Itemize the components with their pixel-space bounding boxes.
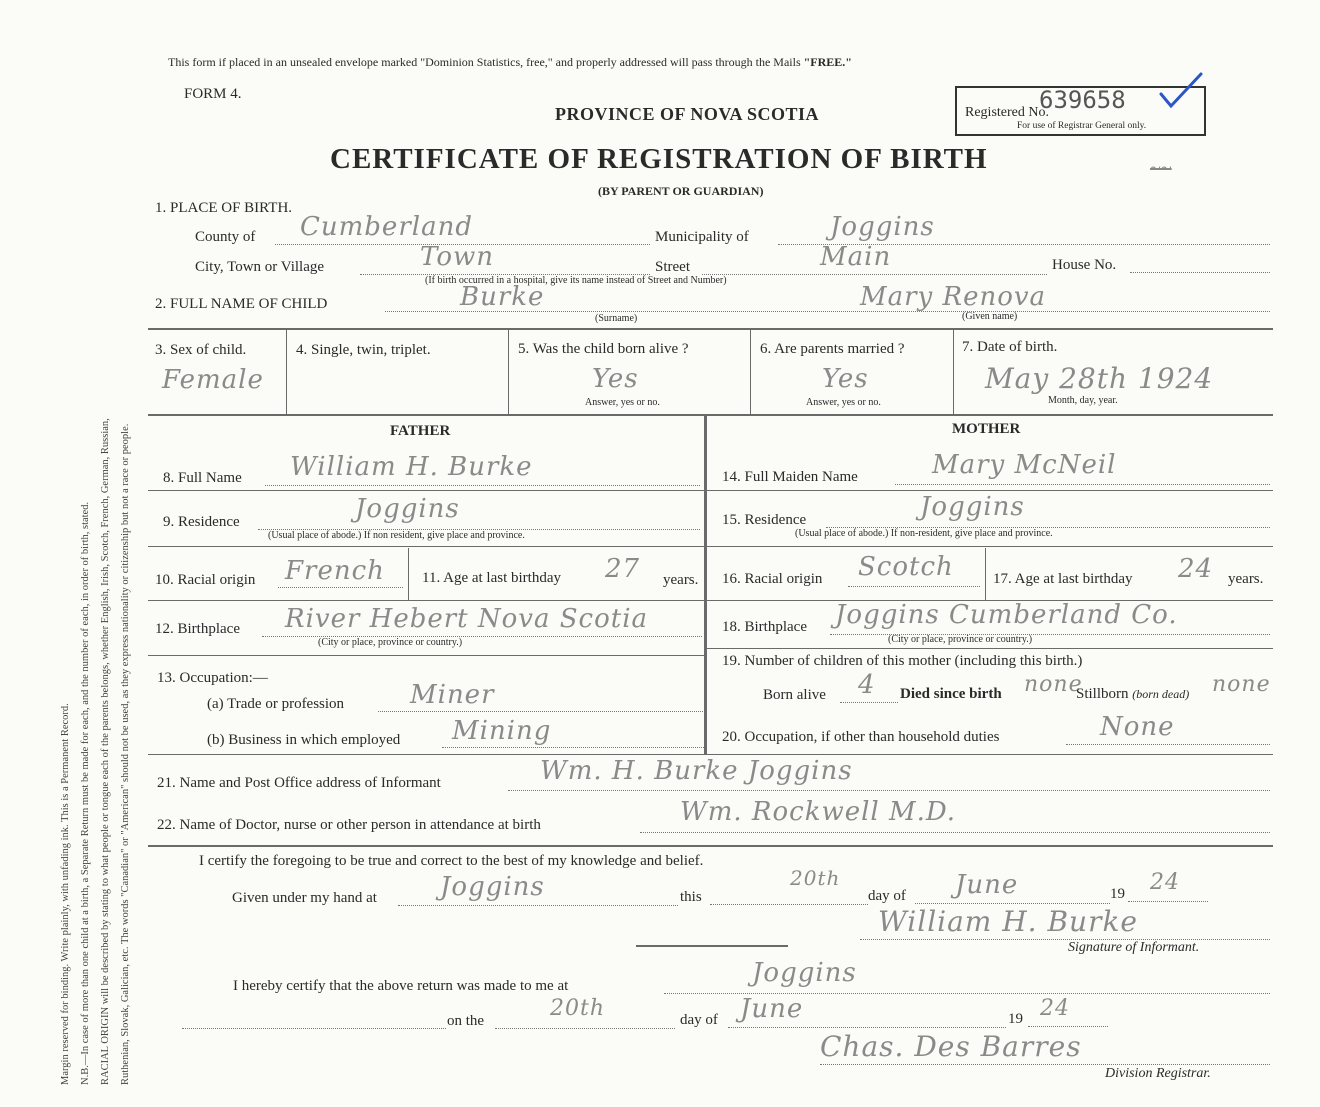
child-surname-value: Burke <box>460 282 545 312</box>
mother-heading: MOTHER <box>952 421 1021 437</box>
mother-name-label: 14. Full Maiden Name <box>722 469 858 485</box>
mother-birthplace-label: 18. Birthplace <box>722 619 807 635</box>
rule <box>707 546 1273 547</box>
informant-value: Wm. H. Burke Joggins <box>540 756 853 786</box>
registrar-month-value: June <box>740 994 804 1024</box>
date-of-birth-label: 7. Date of birth. <box>962 339 1058 355</box>
rule <box>707 490 1273 491</box>
street-value: Main <box>820 242 892 272</box>
margin-note-racial-origin: RACIAL ORIGIN will be described by stating to what people or tongue each of the parents belongs, whether English, Irish, Scotch, French, German, Russian, <box>100 418 111 1085</box>
separator <box>636 945 788 947</box>
died-since-birth-value: none <box>1024 672 1083 697</box>
mother-age-label: 17. Age at last birthday <box>993 571 1133 587</box>
father-trade-value: Miner <box>410 680 495 710</box>
certificate-subtitle: (BY PARENT OR GUARDIAN) <box>598 184 764 198</box>
mother-occupation-value: None <box>1100 712 1175 742</box>
registrar-signature: Chas. Des Barres <box>820 1030 1082 1063</box>
mother-birthplace-value: Joggins Cumberland Co. <box>835 600 1178 630</box>
father-heading: FATHER <box>390 423 451 439</box>
registrar-day-of-label: day of <box>680 1012 718 1028</box>
rule <box>148 546 704 547</box>
father-business-value: Mining <box>452 716 552 746</box>
rule-top <box>148 328 1273 330</box>
mother-residence-value: Joggins <box>920 492 1025 522</box>
hospital-note: (If birth occurred in a hospital, give its name instead of Street and Number) <box>425 275 727 286</box>
rule-row3-bottom <box>148 414 1273 416</box>
given-name-caption: (Given name) <box>962 311 1018 322</box>
blue-checkmark-icon <box>1157 72 1207 127</box>
mother-racial-value: Scotch <box>858 552 954 582</box>
rule-parents-bottom <box>148 754 1273 755</box>
stillborn-label: Stillborn (born dead) <box>1076 686 1190 702</box>
father-residence-label: 9. Residence <box>163 514 240 530</box>
parents-married-label: 6. Are parents married ? <box>760 341 905 357</box>
registrar-year-prefix: 19 <box>1008 1011 1023 1027</box>
registrar-use-note: For use of Registrar General only. <box>1017 121 1147 131</box>
doctor-value: Wm. Rockwell M.D. <box>680 797 957 827</box>
father-residence-caption: (Usual place of abode.) If non resident, give place and province. <box>268 530 525 541</box>
divider <box>408 548 409 600</box>
doctor-label: 22. Name of Doctor, nurse or other person in attendance at birth <box>157 817 541 833</box>
father-name-value: William H. Burke <box>290 452 533 482</box>
informant-signature-label: Signature of Informant. <box>1068 940 1200 955</box>
father-racial-value: French <box>285 556 385 586</box>
given-day-value: 20th <box>790 866 841 890</box>
surname-caption: (Surname) <box>595 313 638 324</box>
given-place-value: Joggins <box>440 872 545 902</box>
informant-label: 21. Name and Post Office address of Informant <box>157 775 441 791</box>
mother-residence-label: 15. Residence <box>722 512 807 528</box>
province-heading: PROVINCE OF NOVA SCOTIA <box>555 104 820 124</box>
stillborn-value: none <box>1212 672 1271 697</box>
county-value: Cumberland <box>300 212 473 242</box>
divider <box>750 330 751 414</box>
father-birthplace-caption: (City or place, province or country.) <box>318 637 463 648</box>
division-registrar-label: Division Registrar. <box>1105 1066 1211 1081</box>
this-label: this <box>680 889 702 905</box>
certificate-title: CERTIFICATE OF REGISTRATION OF BIRTH <box>330 143 988 175</box>
born-alive-value: Yes <box>592 364 639 394</box>
registrar-day-value: 20th <box>550 996 606 1021</box>
certification-statement: I certify the foregoing to be true and correct to the best of my knowledge and belief. <box>199 853 704 869</box>
answer-caption: Answer, yes or no. <box>806 397 881 408</box>
mother-name-value: Mary McNeil <box>932 450 1117 480</box>
on-the-label: on the <box>447 1013 485 1029</box>
form-number: FORM 4. <box>184 86 242 102</box>
dob-caption: Month, day, year. <box>1048 395 1118 406</box>
father-birthplace-label: 12. Birthplace <box>155 621 240 637</box>
house-number-label: House No. <box>1052 257 1117 273</box>
child-name-label: 2. FULL NAME OF CHILD <box>155 296 328 312</box>
given-month-value: June <box>955 870 1019 900</box>
registered-number-box <box>955 86 1206 136</box>
mother-racial-label: 16. Racial origin <box>722 571 823 587</box>
divider <box>508 330 509 414</box>
born-alive-count-label: Born alive <box>763 687 826 703</box>
father-birthplace-value: River Hebert Nova Scotia <box>285 604 649 634</box>
given-year-value: 24 <box>1150 870 1180 895</box>
registrar-statement: I hereby certify that the above return was made to me at <box>233 978 569 994</box>
born-alive-label: 5. Was the child born alive ? <box>518 341 689 357</box>
children-count-label: 19. Number of children of this mother (including this birth.) <box>722 653 1083 669</box>
divider <box>286 330 287 414</box>
rule-certification-top <box>148 845 1273 847</box>
plurality-label: 4. Single, twin, triplet. <box>296 342 431 358</box>
city-value: Town <box>420 242 494 272</box>
father-age-value: 27 <box>605 554 641 584</box>
father-occupation-label: 13. Occupation:— <box>157 670 268 686</box>
given-under-hand-label: Given under my hand at <box>232 890 377 906</box>
city-label: City, Town or Village <box>195 259 325 275</box>
registrar-year-value: 24 <box>1040 996 1070 1021</box>
born-alive-count-value: 4 <box>858 670 876 700</box>
rule <box>707 648 1273 649</box>
margin-note-multiple-births: N.B.—In case of more than one child at a birth, a Separate Return must be made for each, and the number of each, in order of birth, stated. <box>80 501 91 1085</box>
struck-mark: ~~ <box>1150 158 1172 180</box>
mother-birthplace-caption: (City or place, province or country.) <box>888 634 1033 645</box>
day-of-label: day of <box>868 888 906 904</box>
rule <box>148 600 704 601</box>
registered-label: Registered No. <box>965 105 1049 120</box>
parents-divider <box>704 416 707 754</box>
sex-label: 3. Sex of child. <box>155 342 247 358</box>
divider <box>953 330 954 414</box>
mother-residence-caption: (Usual place of abode.) If non-resident, give place and province. <box>795 528 1053 539</box>
parents-married-value: Yes <box>822 364 869 394</box>
rule <box>148 490 704 491</box>
place-of-birth-label: 1. PLACE OF BIRTH. <box>155 200 293 216</box>
date-of-birth-value: May 28th 1924 <box>985 362 1214 395</box>
registered-number: 639658 <box>1039 86 1126 114</box>
registrar-place-value: Joggins <box>752 958 857 988</box>
margin-note-binding: Margin reserved for binding. Write plainly, with unfading ink. This is a Permanent Record. <box>60 703 71 1085</box>
mother-age-value: 24 <box>1178 554 1214 584</box>
county-label: County of <box>195 229 256 245</box>
father-trade-label: (a) Trade or profession <box>207 696 345 712</box>
rule <box>148 655 704 656</box>
divider <box>985 548 986 600</box>
father-name-label: 8. Full Name <box>163 470 242 486</box>
mail-notice: This form if placed in an unsealed envelope marked "Dominion Statistics, free," and properly addressed will pass through the Mails "FREE." <box>168 55 852 69</box>
mother-occupation-label: 20. Occupation, if other than household duties <box>722 729 1000 745</box>
father-racial-label: 10. Racial origin <box>155 572 256 588</box>
sex-value: Female <box>162 365 264 395</box>
father-residence-value: Joggins <box>355 494 460 524</box>
mother-years-label: years. <box>1228 571 1264 587</box>
answer-caption: Answer, yes or no. <box>585 397 660 408</box>
informant-signature: William H. Burke <box>878 905 1139 938</box>
street-label: Street <box>655 259 690 275</box>
given-year-prefix: 19 <box>1110 886 1125 902</box>
margin-note-racial-origin-2: Ruthenian, Slovak, Galician, etc. The words "Canadian" or "American" should not be used, as they express nationality or citizenship but not a race or people. <box>120 423 131 1085</box>
municipality-value: Joggins <box>830 212 935 242</box>
father-age-label: 11. Age at last birthday <box>422 570 561 586</box>
father-business-label: (b) Business in which employed <box>207 732 401 748</box>
died-since-birth-label: Died since birth <box>900 686 1002 702</box>
father-years-label: years. <box>663 572 699 588</box>
municipality-label: Municipality of <box>655 229 749 245</box>
child-given-name-value: Mary Renova <box>860 282 1047 312</box>
